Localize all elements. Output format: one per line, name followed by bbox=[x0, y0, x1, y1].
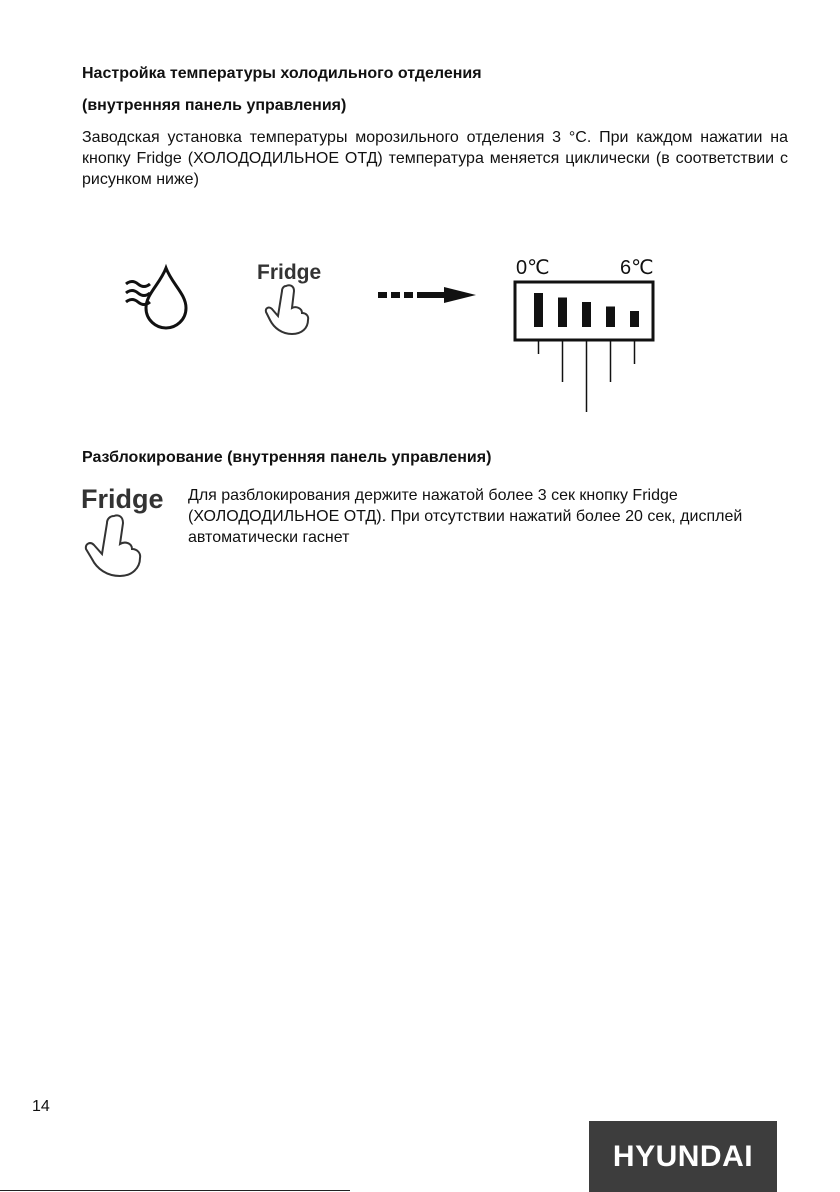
fridge-temp-paragraph: Заводская установка температуры морозильного отделения 3 °С. При каждом нажатии на кнопку Fridge (ХОЛОДОДИЛЬНОЕ ОТД) температура меняется циклически (в соответствии с рисунком ниже) bbox=[82, 129, 788, 188]
fridge-button-label-large: Fridge bbox=[81, 484, 164, 514]
level-bar-3 bbox=[582, 302, 591, 327]
finger-press-icon bbox=[262, 282, 314, 338]
unlock-paragraph: Для разблокирования держите нажатой более 3 сек кнопку Fridge (ХОЛОДОДИЛЬНОЕ ОТД). При отсутствии нажатий более 20 сек, дисплей автоматически гаснет bbox=[188, 487, 743, 546]
temp-min-label: 0℃ bbox=[516, 257, 550, 279]
water-drop-icon bbox=[120, 262, 192, 332]
finger-press-icon-large bbox=[80, 512, 150, 580]
section-subtitle-panel: (внутренняя панель управления) bbox=[82, 97, 347, 114]
page-number: 14 bbox=[32, 1098, 50, 1115]
level-bar-5 bbox=[630, 311, 639, 327]
temp-max-label: 6℃ bbox=[620, 257, 654, 279]
level-bar-1 bbox=[534, 293, 543, 327]
temperature-display bbox=[510, 280, 660, 420]
level-bar-4 bbox=[606, 307, 615, 328]
brand-logo: HYUNDAI bbox=[589, 1121, 777, 1192]
fridge-button-label: Fridge bbox=[257, 261, 322, 284]
level-bar-2 bbox=[558, 298, 567, 328]
section-title-fridge-temp: Настройка температуры холодильного отделения bbox=[82, 65, 482, 82]
footer-rule bbox=[0, 1190, 350, 1191]
section-title-unlock: Разблокирование (внутренняя панель управления) bbox=[82, 449, 492, 466]
dashed-arrow-icon bbox=[378, 287, 476, 303]
